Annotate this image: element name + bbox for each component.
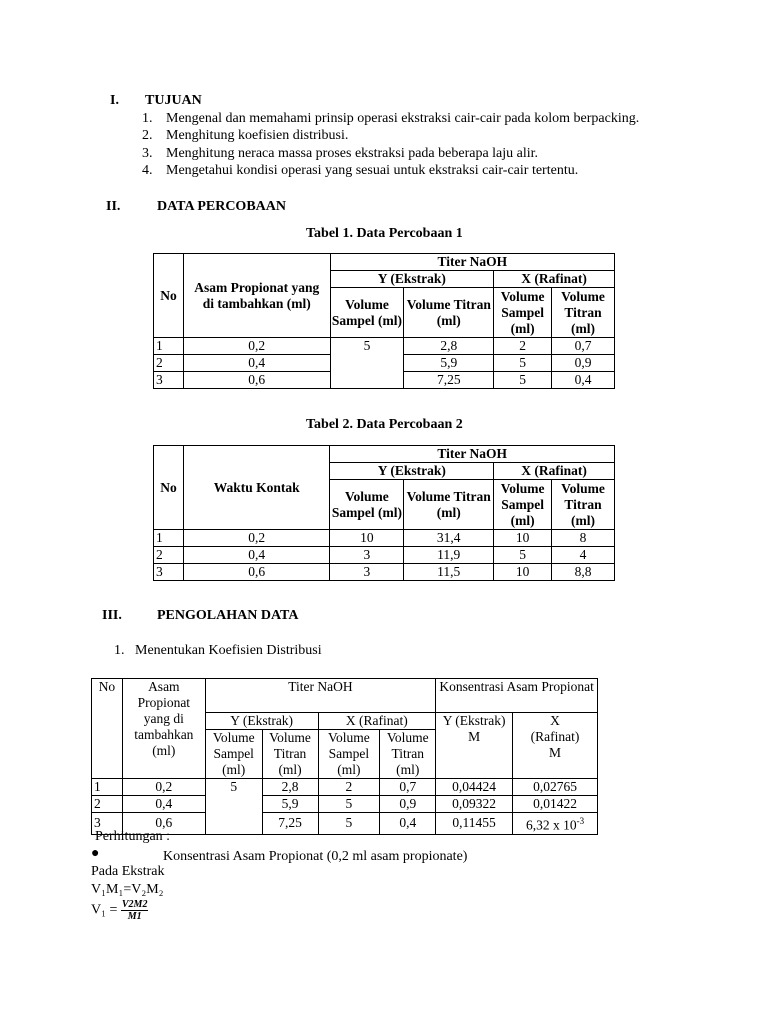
col-header-volume-titran: Volume Titran (ml) <box>552 288 615 338</box>
cell-no: 1 <box>154 338 184 355</box>
cell-no: 2 <box>92 796 123 813</box>
objective-number: 4. <box>142 163 153 178</box>
cell-y-sampel: 5 <box>205 779 262 835</box>
cell-y-titran: 5,9 <box>404 355 494 372</box>
cell-no: 3 <box>154 372 184 389</box>
cell-konsentrasi-x-exponent: -3 <box>576 816 585 826</box>
col-header-asam: Asam Propionat yang di tambahkan (ml) <box>183 254 330 338</box>
col-header-volume-titran: Volume Titran (ml) <box>380 730 436 779</box>
cell-y-titran: 7,25 <box>404 372 494 389</box>
cell-waktu: 0,4 <box>183 547 330 564</box>
cell-konsentrasi-y: 0,11455 <box>436 813 513 835</box>
cell-konsentrasi-y: 0,09322 <box>436 796 513 813</box>
table-row <box>92 779 598 796</box>
cell-waktu: 0,6 <box>183 564 330 581</box>
calc-pada-ekstrak: Pada Ekstrak <box>91 864 165 879</box>
cell-x-sampel: 2 <box>318 779 380 796</box>
col-header-volume-titran: Volume Titran (ml) <box>404 480 494 530</box>
bullet-icon: ● <box>91 846 100 861</box>
cell-asam: 0,2 <box>183 338 330 355</box>
section-2-title: DATA PERCOBAAN <box>157 199 286 214</box>
subsection-1-title: 1. Menentukan Koefisien Distribusi <box>114 643 322 658</box>
cell-x-titran: 8 <box>552 530 615 547</box>
objective-number: 3. <box>142 146 153 161</box>
col-header-no: No <box>154 446 184 530</box>
col-header-volume-sampel: Volume Sampel (ml) <box>494 288 552 338</box>
cell-asam: 0,2 <box>122 779 205 796</box>
cell-x-sampel: 5 <box>494 355 552 372</box>
cell-y-titran: 11,9 <box>404 547 494 564</box>
col-header-volume-sampel: Volume Sampel (ml) <box>494 480 552 530</box>
table-2-caption: Tabel 2. Data Percobaan 2 <box>306 417 463 432</box>
col-header-x: X (Rafinat) <box>318 713 436 730</box>
table-1 <box>153 253 615 389</box>
cell-x-sampel: 5 <box>318 813 380 835</box>
calc-fraction <box>121 899 149 922</box>
cell-asam: 0,6 <box>122 813 205 835</box>
cell-y-titran: 2,8 <box>404 338 494 355</box>
cell-x-sampel: 10 <box>494 530 552 547</box>
cell-y-titran: 5,9 <box>262 796 318 813</box>
cell-x-titran: 0,4 <box>552 372 615 389</box>
cell-y-titran: 7,25 <box>262 813 318 835</box>
cell-y-sampel: 3 <box>330 547 404 564</box>
cell-asam: 0,4 <box>183 355 330 372</box>
table-1-caption: Tabel 1. Data Percobaan 1 <box>306 226 463 241</box>
cell-x-titran: 0,7 <box>552 338 615 355</box>
table-row <box>154 547 615 564</box>
cell-no: 2 <box>154 355 184 372</box>
col-header-volume-titran: Volume Titran (ml) <box>552 480 615 530</box>
col-header-volume-sampel: Volume Sampel (ml) <box>330 288 404 338</box>
objective-text: Mengetahui kondisi operasi yang sesuai untuk ekstraksi cair-cair tertentu. <box>166 163 579 178</box>
cell-y-titran: 31,4 <box>404 530 494 547</box>
cell-asam: 0,4 <box>122 796 205 813</box>
col-header-konsentrasi: Konsentrasi Asam Propionat <box>436 679 598 713</box>
col-header-volume-sampel: Volume Sampel (ml) <box>330 480 404 530</box>
cell-x-titran: 0,9 <box>552 355 615 372</box>
col-header-x: X (Rafinat) <box>494 271 615 288</box>
table-row <box>92 796 598 813</box>
objective-text: Menghitung koefisien distribusi. <box>166 128 349 143</box>
col-header-volume-titran: Volume Titran (ml) <box>262 730 318 779</box>
cell-asam: 0,6 <box>183 372 330 389</box>
cell-y-titran: 11,5 <box>404 564 494 581</box>
cell-x-sampel: 5 <box>494 547 552 564</box>
cell-konsentrasi-x <box>513 813 598 835</box>
cell-y-titran: 2,8 <box>262 779 318 796</box>
calc-perhitungan-label: Perhitungan : <box>95 829 171 844</box>
cell-no: 3 <box>92 813 123 835</box>
cell-x-titran: 0,7 <box>380 779 436 796</box>
section-3-title: PENGOLAHAN DATA <box>157 608 299 623</box>
col-header-volume-sampel: Volume Sampel (ml) <box>318 730 380 779</box>
calc-fraction-denominator: M1 <box>127 911 142 922</box>
cell-konsentrasi-x-mantissa: 6,32 x 10 <box>525 817 577 833</box>
col-header-x: X (Rafinat) <box>494 463 615 480</box>
cell-x-sampel: 2 <box>494 338 552 355</box>
cell-konsentrasi-x: 0,01422 <box>513 796 598 813</box>
section-3-number: III. <box>102 608 122 623</box>
cell-x-sampel: 5 <box>318 796 380 813</box>
calc-equation-2-lhs: V₁ = <box>91 902 118 918</box>
cell-x-sampel: 10 <box>494 564 552 581</box>
table-row <box>154 338 615 355</box>
table-row <box>154 530 615 547</box>
objective-text: Mengenal dan memahami prinsip operasi ekstraksi cair-cair pada kolom berpacking. <box>166 111 640 126</box>
cell-y-sampel: 3 <box>330 564 404 581</box>
cell-konsentrasi-y: 0,04424 <box>436 779 513 796</box>
cell-x-titran: 0,9 <box>380 796 436 813</box>
col-header-no: No <box>154 254 184 338</box>
objective-text: Menghitung neraca massa proses ekstraksi pada beberapa laju alir. <box>166 146 539 161</box>
col-header-y: Y (Ekstrak) <box>205 713 318 730</box>
table-2 <box>153 445 615 581</box>
cell-no: 1 <box>92 779 123 796</box>
col-header-volume-titran: Volume Titran (ml) <box>404 288 494 338</box>
table-row <box>154 564 615 581</box>
calc-equation-1: V₁M₁=V₂M₂ <box>91 882 164 897</box>
col-header-konsentrasi-y: Y (Ekstrak) M <box>436 713 513 779</box>
col-header-y: Y (Ekstrak) <box>330 463 494 480</box>
objective-number: 1. <box>142 111 153 126</box>
cell-y-sampel: 5 <box>330 338 404 389</box>
col-header-waktu: Waktu Kontak <box>183 446 330 530</box>
col-header-titer: Titer NaOH <box>330 254 614 271</box>
calc-fraction-numerator: V2M2 <box>121 899 148 910</box>
cell-x-titran: 8,8 <box>552 564 615 581</box>
col-header-konsentrasi-x: X (Rafinat) M <box>513 713 598 779</box>
col-header-titer: Titer NaOH <box>205 679 435 713</box>
cell-x-sampel: 5 <box>494 372 552 389</box>
calc-equation-2 <box>91 899 148 922</box>
section-1-number: I. <box>110 93 119 108</box>
col-header-volume-sampel: Volume Sampel (ml) <box>205 730 262 779</box>
col-header-asam: Asam Propionat yang di tambahkan (ml) <box>122 679 205 779</box>
cell-x-titran: 0,4 <box>380 813 436 835</box>
cell-no: 3 <box>154 564 184 581</box>
cell-no: 2 <box>154 547 184 564</box>
section-1-title: TUJUAN <box>145 93 202 108</box>
cell-no: 1 <box>154 530 184 547</box>
objective-number: 2. <box>142 128 153 143</box>
col-header-titer: Titer NaOH <box>330 446 615 463</box>
calc-bullet-text: Konsentrasi Asam Propionat (0,2 ml asam propionate) <box>163 849 468 864</box>
col-header-y: Y (Ekstrak) <box>330 271 494 288</box>
table-3 <box>91 678 598 835</box>
cell-x-titran: 4 <box>552 547 615 564</box>
cell-waktu: 0,2 <box>183 530 330 547</box>
cell-konsentrasi-x: 0,02765 <box>513 779 598 796</box>
col-header-no: No <box>92 679 123 779</box>
cell-y-sampel: 10 <box>330 530 404 547</box>
section-2-number: II. <box>106 199 121 214</box>
